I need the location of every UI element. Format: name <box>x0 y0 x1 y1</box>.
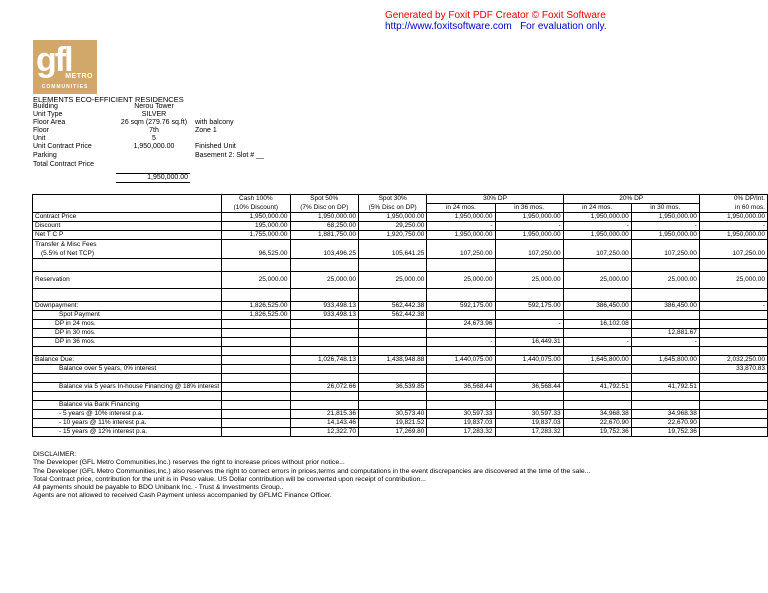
table-row <box>33 374 768 383</box>
hdr-spot50-sub: (7% Disc on DP) <box>290 204 358 213</box>
unit-info-value: 26 sqm (279.76 sq.ft) <box>120 119 188 126</box>
cell-value <box>358 392 426 401</box>
table-row <box>33 365 768 374</box>
cell-value: 30,597.33 <box>495 410 563 419</box>
cell-value <box>290 259 358 272</box>
cell-value: 1,950,000.00 <box>699 231 767 240</box>
disclaimer-line: The Developer (GFL Metro Communities,Inc.) reserves the right to increase prices without prior notice... <box>33 459 345 467</box>
cell-value <box>290 392 358 401</box>
cell-value <box>563 365 631 374</box>
cell-value <box>631 259 699 272</box>
cell-value <box>699 401 767 410</box>
cell-value <box>222 365 290 374</box>
cell-value: 107,250.00 <box>699 240 767 259</box>
cell-value: 96,525.00 <box>222 240 290 259</box>
cell-value <box>631 392 699 401</box>
cell-value <box>358 329 426 338</box>
cell-value <box>222 259 290 272</box>
cell-value: 1,645,800.00 <box>631 356 699 365</box>
table-row <box>33 419 768 428</box>
cell-value: 25,000.00 <box>699 272 767 289</box>
cell-value: 25,000.00 <box>290 272 358 289</box>
cell-value <box>222 289 290 302</box>
cell-value <box>699 410 767 419</box>
project-title: ELEMENTS ECO-EFFICIENT RESIDENCES <box>33 95 184 104</box>
table-row <box>33 320 768 329</box>
hdr-dp0-60: in 60 mos. <box>699 204 767 213</box>
cell-value <box>631 347 699 356</box>
cell-value <box>427 311 495 320</box>
table-row <box>33 347 768 356</box>
cell-value: 36,539.85 <box>358 383 426 392</box>
hdr-dp30-24: in 24 mos. <box>427 204 495 213</box>
total-contract-price-value: 1,950,000.00 <box>116 173 190 183</box>
cell-value: 17,283.32 <box>495 428 563 437</box>
cell-value <box>290 338 358 347</box>
cell-value <box>427 401 495 410</box>
cell-value <box>563 259 631 272</box>
cell-value: 26,072.66 <box>290 383 358 392</box>
cell-value: 24,673.96 <box>427 320 495 329</box>
header-row-1 <box>33 195 768 204</box>
unit-info-label: Total Contract Price <box>33 161 95 168</box>
cell-value: 34,968.38 <box>563 410 631 419</box>
row-label: - 15 years @ 12% interest p.a. <box>33 428 222 437</box>
cell-value: 16,449.31 <box>495 338 563 347</box>
disclaimer-line: Agents are not allowed to received Cash Payment unless accompanied by GFLMC Finance Officer. <box>33 492 332 500</box>
row-label: - 5 years @ 10% interest p.a. <box>33 410 222 419</box>
cell-value: 17,269.80 <box>358 428 426 437</box>
watermark-line1: Generated by Foxit PDF Creator © Foxit Software <box>385 10 606 21</box>
cell-value: 25,000.00 <box>427 272 495 289</box>
row-label <box>33 347 222 356</box>
cell-value <box>495 311 563 320</box>
cell-value <box>290 329 358 338</box>
cell-value: 1,950,000.00 <box>222 213 290 222</box>
cell-value <box>222 338 290 347</box>
cell-value: - <box>631 222 699 231</box>
cell-value <box>222 329 290 338</box>
unit-info-value: SILVER <box>141 111 167 118</box>
row-label: Discount <box>33 222 222 231</box>
cell-value <box>699 419 767 428</box>
watermark-note: For evaluation only. <box>520 21 607 32</box>
cell-value <box>290 374 358 383</box>
table-row <box>33 302 768 311</box>
disclaimer <box>33 451 590 501</box>
cell-value <box>563 392 631 401</box>
cell-value: 386,450.00 <box>563 302 631 311</box>
cell-value <box>427 374 495 383</box>
unit-info-label: Unit Type <box>33 111 63 118</box>
cell-value: 1,826,525.00 <box>222 311 290 320</box>
cell-value <box>222 356 290 365</box>
logo-sub: METRO <box>65 73 93 80</box>
hdr-spot30-sub: (5% Disc on DP) <box>358 204 426 213</box>
cell-value: 30,573.40 <box>358 410 426 419</box>
cell-value <box>495 259 563 272</box>
cell-value: 21,815.36 <box>290 410 358 419</box>
cell-value <box>631 365 699 374</box>
hdr-spot30: Spot 30% <box>358 195 426 204</box>
unit-info-extra: Zone 1 <box>195 127 217 134</box>
cell-value: 41,792.51 <box>563 383 631 392</box>
unit-info-label: Building <box>33 103 58 110</box>
cell-value: 195,000.00 <box>222 222 290 231</box>
cell-value <box>427 289 495 302</box>
cell-value: 1,950,000.00 <box>427 231 495 240</box>
cell-value: 107,250.00 <box>631 240 699 259</box>
transfer-label: Transfer & Misc Fees <box>35 241 97 248</box>
cell-value: 19,752.36 <box>631 428 699 437</box>
cell-value: 2,032,250.00 <box>699 356 767 365</box>
cell-value: 41,792.51 <box>631 383 699 392</box>
cell-value <box>222 401 290 410</box>
cell-value: 1,920,750.00 <box>358 231 426 240</box>
cell-value: 30,597.33 <box>427 410 495 419</box>
row-label: - 10 years @ 11% interest p.a. <box>33 419 222 428</box>
table-row <box>33 213 768 222</box>
cell-value: 105,641.25 <box>358 240 426 259</box>
cell-value <box>358 320 426 329</box>
cell-value: 25,000.00 <box>222 272 290 289</box>
table-row <box>33 272 768 289</box>
cell-value: 33,870.83 <box>699 365 767 374</box>
cell-value <box>699 392 767 401</box>
cell-value: 19,821.52 <box>358 419 426 428</box>
cell-value: 1,950,000.00 <box>699 213 767 222</box>
row-label: Balance Due: <box>33 356 222 365</box>
cell-value <box>699 347 767 356</box>
cell-value: 1,440,075.00 <box>427 356 495 365</box>
cell-value: 17,283.32 <box>427 428 495 437</box>
row-label <box>33 259 222 272</box>
cell-value <box>631 374 699 383</box>
table-row <box>33 329 768 338</box>
cell-value: 25,000.00 <box>631 272 699 289</box>
unit-info-extra: Basement 2: Slot # __ <box>195 152 264 159</box>
cell-value <box>222 320 290 329</box>
logo-tagline: COMMUNITIES <box>41 84 89 90</box>
disclaimer-line: All payments should be payable to BDO Unibank Inc. - Trust & Investments Group.. <box>33 484 284 492</box>
foxit-watermark <box>385 10 607 32</box>
cell-value: - <box>427 338 495 347</box>
cell-value <box>631 311 699 320</box>
cell-value: 386,450.00 <box>631 302 699 311</box>
row-label <box>33 374 222 383</box>
cell-value <box>699 259 767 272</box>
cell-value <box>495 329 563 338</box>
disclaimer-line: The Developer (GFL Metro Communities,Inc.) also reserves the right to correct errors in prices,terms and computations in the event discrepancies are discovered at the time of the sale... <box>33 467 591 475</box>
header-row-2 <box>33 204 768 213</box>
table-row <box>33 311 768 320</box>
cell-value <box>358 338 426 347</box>
cell-value <box>358 374 426 383</box>
cell-value <box>222 347 290 356</box>
cell-value: - <box>699 302 767 311</box>
cell-value: 107,250.00 <box>427 240 495 259</box>
unit-info-label: Floor Area <box>33 119 66 126</box>
cell-value: 1,950,000.00 <box>495 231 563 240</box>
cell-value <box>222 374 290 383</box>
cell-value <box>222 410 290 419</box>
cell-value: 933,498.13 <box>290 311 358 320</box>
unit-info-label: Unit Contract Price <box>33 143 92 150</box>
hdr-cash-sub: (10% Discount) <box>222 204 290 213</box>
hdr-cash: Cash 100% <box>222 195 290 204</box>
row-label: Balance over 5 years, 0% interest <box>33 365 222 374</box>
logo-brand: gfl <box>36 41 72 79</box>
cell-value: 1,950,000.00 <box>631 231 699 240</box>
cell-value: 1,881,750.00 <box>290 231 358 240</box>
unit-info-value: Nerou Tower <box>134 103 174 110</box>
hdr-dp0: 0% DP/Int. <box>699 195 767 204</box>
cell-value <box>222 428 290 437</box>
cell-value: 25,000.00 <box>495 272 563 289</box>
cell-value: 1,950,000.00 <box>563 231 631 240</box>
cell-value <box>290 347 358 356</box>
cell-value: 1,950,000.00 <box>563 213 631 222</box>
cell-value: 19,752.36 <box>563 428 631 437</box>
table-row <box>33 231 768 240</box>
table-row <box>33 356 768 365</box>
cell-value <box>631 320 699 329</box>
cell-value: 107,250.00 <box>495 240 563 259</box>
unit-info-label: Parking <box>33 152 57 159</box>
cell-value: - <box>631 338 699 347</box>
cell-value: - <box>495 320 563 329</box>
hdr-dp20-30: in 30 mos. <box>631 204 699 213</box>
cell-value: 19,837.03 <box>495 419 563 428</box>
cell-value: 12,322.70 <box>290 428 358 437</box>
cell-value <box>290 365 358 374</box>
table-row <box>33 401 768 410</box>
cell-value: 1,950,000.00 <box>290 213 358 222</box>
cell-value <box>495 289 563 302</box>
gfl-logo <box>33 40 97 94</box>
cell-value <box>427 365 495 374</box>
row-label: DP in 30 mos. <box>33 329 222 338</box>
disclaimer-line: Total Contract price, contribution for the unit is in Peso value. US Dollar contribution will be converted upon receipt of contribution... <box>33 475 426 483</box>
cell-value: - <box>427 222 495 231</box>
payment-table <box>32 194 768 437</box>
cell-value: 1,950,000.00 <box>631 213 699 222</box>
cell-value <box>222 383 290 392</box>
cell-value: 68,250.00 <box>290 222 358 231</box>
cell-value: 592,175.00 <box>427 302 495 311</box>
table-row <box>33 338 768 347</box>
cell-value <box>495 401 563 410</box>
cell-value <box>699 374 767 383</box>
cell-value <box>563 329 631 338</box>
row-label: Contract Price <box>33 213 222 222</box>
table-row <box>33 392 768 401</box>
cell-value: - <box>495 222 563 231</box>
row-label <box>33 289 222 302</box>
cell-value <box>358 347 426 356</box>
unit-info-value: 7th <box>149 127 159 134</box>
cell-value: 933,498.13 <box>290 302 358 311</box>
hdr-dp20: 20% DP <box>563 195 699 204</box>
cell-value <box>495 392 563 401</box>
cell-value: 22,670.90 <box>631 419 699 428</box>
cell-value: 1,950,000.00 <box>427 213 495 222</box>
cell-value: 1,755,000.00 <box>222 231 290 240</box>
table-row <box>33 383 768 392</box>
unit-info-extra: with balcony <box>195 119 234 126</box>
cell-value <box>495 374 563 383</box>
cell-value: 36,568.44 <box>427 383 495 392</box>
cell-value <box>699 311 767 320</box>
cell-value: 34,968.38 <box>631 410 699 419</box>
hdr-spot50: Spot 50% <box>290 195 358 204</box>
unit-info-label: Unit <box>33 135 46 142</box>
cell-value <box>699 338 767 347</box>
cell-value <box>563 347 631 356</box>
cell-value <box>699 383 767 392</box>
cell-value <box>358 365 426 374</box>
cell-value <box>563 401 631 410</box>
cell-value: 14,143.46 <box>290 419 358 428</box>
row-label: Reservation <box>33 272 222 289</box>
cell-value: 1,026,748.13 <box>290 356 358 365</box>
cell-value <box>358 289 426 302</box>
cell-value: 12,881.67 <box>631 329 699 338</box>
cell-value: 25,000.00 <box>358 272 426 289</box>
cell-value: 562,442.38 <box>358 302 426 311</box>
cell-value <box>699 289 767 302</box>
cell-value <box>427 259 495 272</box>
table-row <box>33 240 768 259</box>
row-label: DP in 24 mos. <box>33 320 222 329</box>
table-row <box>33 289 768 302</box>
cell-value <box>290 289 358 302</box>
row-label: Net T C P <box>33 231 222 240</box>
hdr-dp20-24: in 24 mos. <box>563 204 631 213</box>
cell-value <box>631 401 699 410</box>
cell-value: - <box>563 222 631 231</box>
table-row <box>33 222 768 231</box>
cell-value: 1,826,525.00 <box>222 302 290 311</box>
cell-value: 1,440,075.00 <box>495 356 563 365</box>
cell-value: 29,250.00 <box>358 222 426 231</box>
unit-info-label: Floor <box>33 127 49 134</box>
table-row <box>33 259 768 272</box>
cell-value: 562,442.38 <box>358 311 426 320</box>
cell-value <box>563 289 631 302</box>
unit-info-value: 1,950,000.00 <box>133 143 175 150</box>
row-label: Spot Payment <box>33 311 222 320</box>
row-label <box>33 392 222 401</box>
table-row <box>33 428 768 437</box>
cell-value: - <box>699 222 767 231</box>
hdr-dp30-36: in 36 mos. <box>495 204 563 213</box>
unit-info-extra: Finished Unit <box>195 143 236 150</box>
row-label: Balance via 5 years In-house Financing @ 18% interest <box>33 383 222 392</box>
cell-value <box>699 329 767 338</box>
cell-value <box>427 392 495 401</box>
cell-value: 1,950,000.00 <box>495 213 563 222</box>
cell-value: - <box>563 338 631 347</box>
cell-value <box>699 428 767 437</box>
cell-value: 16,102.08 <box>563 320 631 329</box>
row-label: Downpayment: <box>33 302 222 311</box>
cell-value <box>631 289 699 302</box>
cell-value <box>222 419 290 428</box>
cell-value <box>699 320 767 329</box>
cell-value <box>427 329 495 338</box>
cell-value: 1,950,000.00 <box>358 213 426 222</box>
cell-value <box>222 392 290 401</box>
table-row <box>33 410 768 419</box>
cell-value <box>495 365 563 374</box>
cell-value: 19,837.03 <box>427 419 495 428</box>
disclaimer-title: DISCLAIMER: <box>33 451 77 458</box>
cell-value <box>427 347 495 356</box>
cell-value: 25,000.00 <box>563 272 631 289</box>
cell-value <box>290 401 358 410</box>
cell-value: 1,645,800.00 <box>563 356 631 365</box>
cell-value: 36,568.44 <box>495 383 563 392</box>
unit-info-value: 5 <box>152 135 156 142</box>
row-label: Balance via Bank Financing <box>33 401 222 410</box>
transfer-sublabel: (5.5% of Net TCP) <box>41 250 94 257</box>
hdr-dp30: 30% DP <box>427 195 563 204</box>
cell-value <box>358 259 426 272</box>
cell-value: 107,250.00 <box>563 240 631 259</box>
cell-value <box>495 347 563 356</box>
cell-value <box>358 401 426 410</box>
watermark-url[interactable]: http://www.foxitsoftware.com <box>385 21 512 32</box>
cell-value <box>563 374 631 383</box>
row-label <box>33 240 222 259</box>
cell-value <box>290 320 358 329</box>
cell-value: 22,670.90 <box>563 419 631 428</box>
cell-value: 592,175.00 <box>495 302 563 311</box>
cell-value: 103,496.25 <box>290 240 358 259</box>
cell-value: 1,438,948.88 <box>358 356 426 365</box>
cell-value <box>563 311 631 320</box>
row-label: DP in 36 mos. <box>33 338 222 347</box>
